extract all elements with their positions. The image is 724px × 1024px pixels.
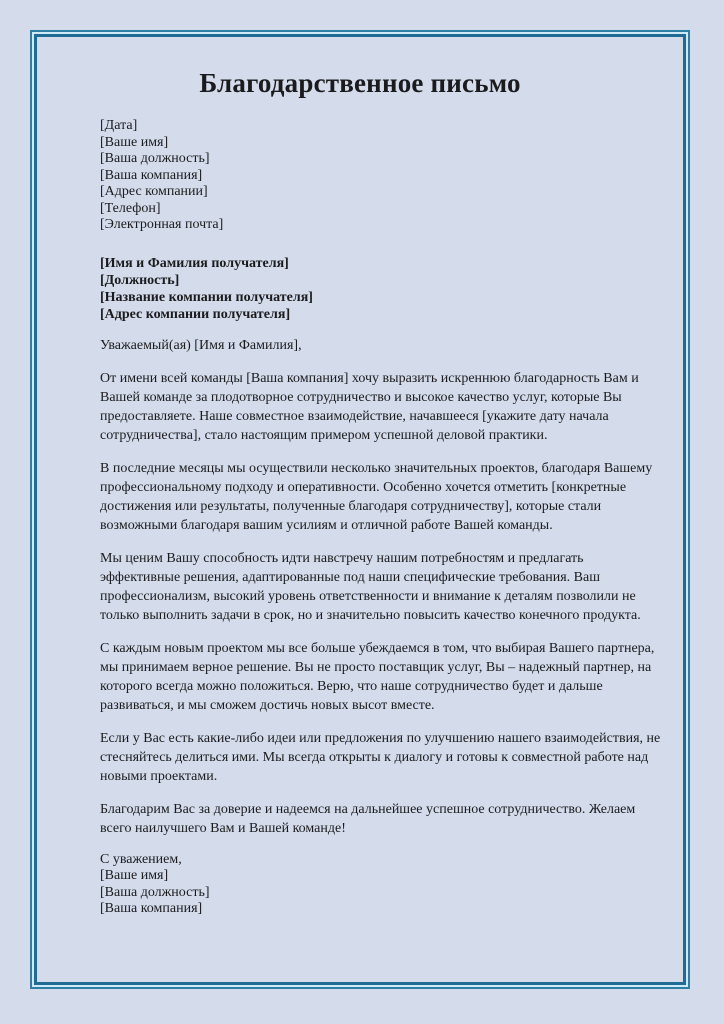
sender-info-line: [Телефон] xyxy=(100,200,161,216)
sender-info-line: [Электронная почта] xyxy=(100,217,224,232)
sender-info-line: [Ваша должность] xyxy=(100,151,210,166)
recipient-info-line: [Имя и Фамилия получателя] xyxy=(100,255,289,271)
body-paragraph: От имени всей команды [Ваша компания] хочу выразить искреннюю благодарность Вам и Вашей команде за плодотворное сотрудничество и высокое качество услуг, которые Вы предоставляете. Наше совместное взаимодействие, начавшееся [укажите дату начала сотрудничества], стало настоящим примером успешной деловой практики. xyxy=(100,370,639,443)
closing-line: [Ваша компания] xyxy=(100,901,203,916)
recipient-info-line: [Название компании получателя] xyxy=(100,289,313,305)
body-paragraph: Мы ценим Вашу способность идти навстречу нашим потребностям и предлагать эффективные решения, адаптированные под наши специфические требования. Ваш профессионализм, высокий уровень ответственности и внимание к деталям позволили не только выполнить задачи в срок, но и значительно повысить качество конечного продукта. xyxy=(100,550,641,623)
recipient-info-line: [Адрес компании получателя] xyxy=(100,306,291,322)
sender-info-line: [Дата] xyxy=(100,118,138,133)
sender-info-line: [Ваша компания] xyxy=(100,167,203,183)
body-paragraph: В последние месяцы мы осуществили несколько значительных проектов, благодаря Вашему профессиональному подходу и оперативности. Особенно хочется отметить [конкретные достижения или результаты, полученные благодаря сотрудничеству], которые стали возможными благодаря вашим усилиям и отличной работе Вашей команды. xyxy=(100,460,653,533)
sender-info-line: [Адрес компании] xyxy=(100,184,208,199)
body-paragraph: С каждым новым проектом мы все больше убеждаемся в том, что выбирая Вашего партнера, мы принимаем верное решение. Вы не просто поставщик услуг, Вы – надежный партнер, на которого всегда можно положиться. Верю, что наше сотрудничество будет и дальше развиваться, и мы сможем достичь новых высот вместе. xyxy=(100,640,655,713)
closing-line: [Ваше имя] xyxy=(100,868,169,883)
sender-info-block xyxy=(100,118,661,234)
letter-content xyxy=(37,37,683,982)
letter-body-paragraphs xyxy=(100,369,661,838)
letter-title: Благодарственное письмо xyxy=(199,68,521,98)
page-border-inner-line xyxy=(34,34,686,985)
page-border-frame xyxy=(30,30,690,989)
closing-line: [Ваша должность] xyxy=(100,884,210,900)
salutation-line: Уважаемый(ая) [Имя и Фамилия], xyxy=(100,337,302,353)
body-paragraph: Если у Вас есть какие-либо идеи или предложения по улучшению нашего взаимодействия, не стесняйтесь делиться ими. Мы всегда открыты к диалогу и готовы к совместной работе над новыми проектами. xyxy=(100,730,661,784)
sender-info-line: [Ваше имя] xyxy=(100,134,169,150)
recipient-info-block xyxy=(100,255,661,323)
body-paragraph: Благодарим Вас за доверие и надеемся на дальнейшее успешное сотрудничество. Желаем всего наилучшего Вам и Вашей команде! xyxy=(100,801,636,836)
closing-line: С уважением, xyxy=(100,851,182,867)
recipient-info-line: [Должность] xyxy=(100,272,180,288)
closing-signature-block xyxy=(100,852,661,918)
